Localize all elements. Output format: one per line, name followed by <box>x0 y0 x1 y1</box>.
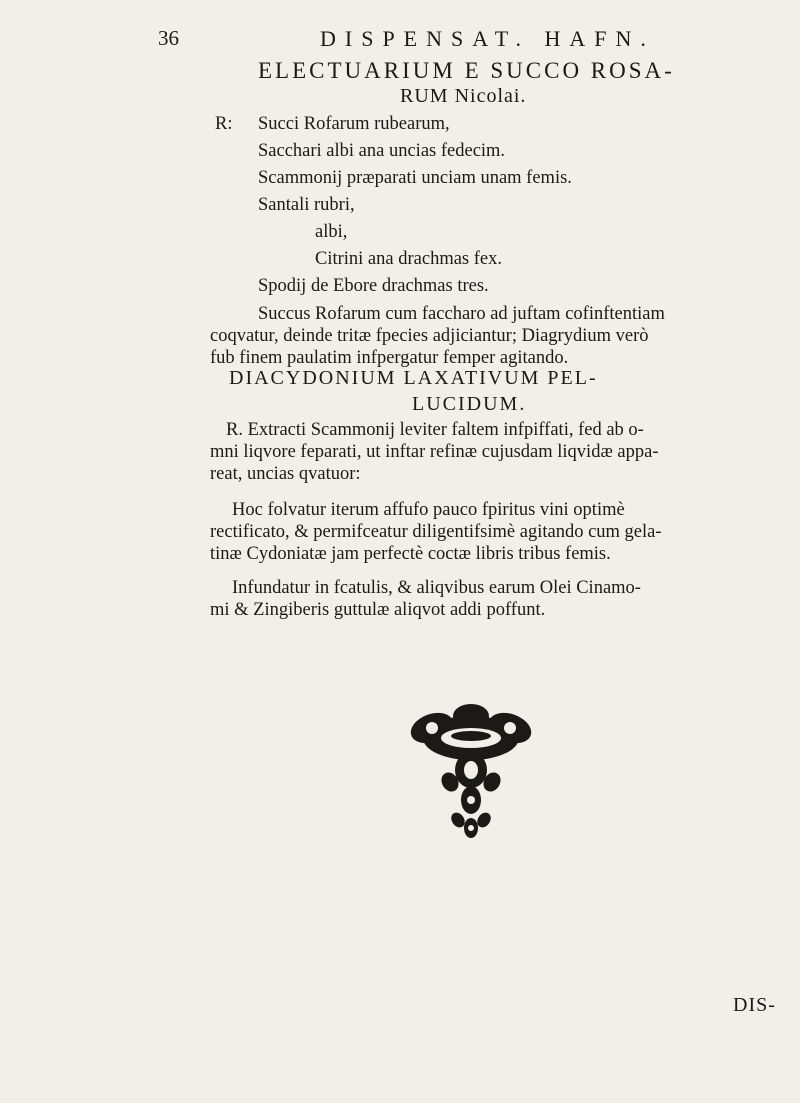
section2-title: DIACYDONIUM LAXATIVUM PEL- <box>229 367 598 389</box>
paragraph-line: fub finem paulatim infpergatur femper agitando. <box>210 348 569 368</box>
ingredient-line: Sacchari albi ana uncias fedecim. <box>258 141 506 161</box>
section2-title-cont: LUCIDUM. <box>412 393 527 415</box>
ingredient-line: Scammonij præparati unciam unam femis. <box>258 168 572 188</box>
ingredient-line: Santali rubri, <box>258 195 355 215</box>
paragraph-line: mni liqvore feparati, ut inftar refinæ cujusdam liqvidæ appa- <box>210 442 659 462</box>
floral-fleuron-icon <box>402 700 540 850</box>
paragraph-line: rectificato, & permifceatur diligentifsimè agitando cum gela- <box>210 522 662 542</box>
ingredient-line: Citrini ana drachmas fex. <box>315 249 502 269</box>
recipe-sign: R: <box>215 114 233 134</box>
paragraph-line: Succus Rofarum cum faccharo ad juftam cofinftentiam <box>258 304 665 324</box>
catchword: DIS- <box>733 994 776 1016</box>
ingredient-line: Spodij de Ebore drachmas tres. <box>258 276 489 296</box>
paragraph-line: R. Extracti Scammonij leviter faltem infpiffati, fed ab o- <box>226 420 644 440</box>
paragraph-line: coqvatur, deinde tritæ fpecies adjiciantur; Diagrydium verò <box>210 326 649 346</box>
paragraph-line: tinæ Cydoniatæ jam perfectè coctæ libris tribus femis. <box>210 544 611 564</box>
page-number: 36 <box>158 26 179 50</box>
running-head-title: DISPENSAT. HAFN. <box>320 26 655 51</box>
paragraph-line: Hoc folvatur iterum affufo pauco fpiritus vini optimè <box>232 500 625 520</box>
ingredient-line: albi, <box>315 222 348 242</box>
paragraph-line: mi & Zingiberis guttulæ aliqvot addi poffunt. <box>210 600 546 620</box>
section1-title-cont: RUM Nicolai. <box>400 85 527 107</box>
ingredient-line: Succi Rofarum rubearum, <box>258 114 450 134</box>
paragraph-line: reat, uncias qvatuor: <box>210 464 361 484</box>
paragraph-line: Infundatur in fcatulis, & aliqvibus earum Olei Cinamo- <box>232 578 641 598</box>
section1-title: ELECTUARIUM E SUCCO ROSA- <box>258 58 675 83</box>
